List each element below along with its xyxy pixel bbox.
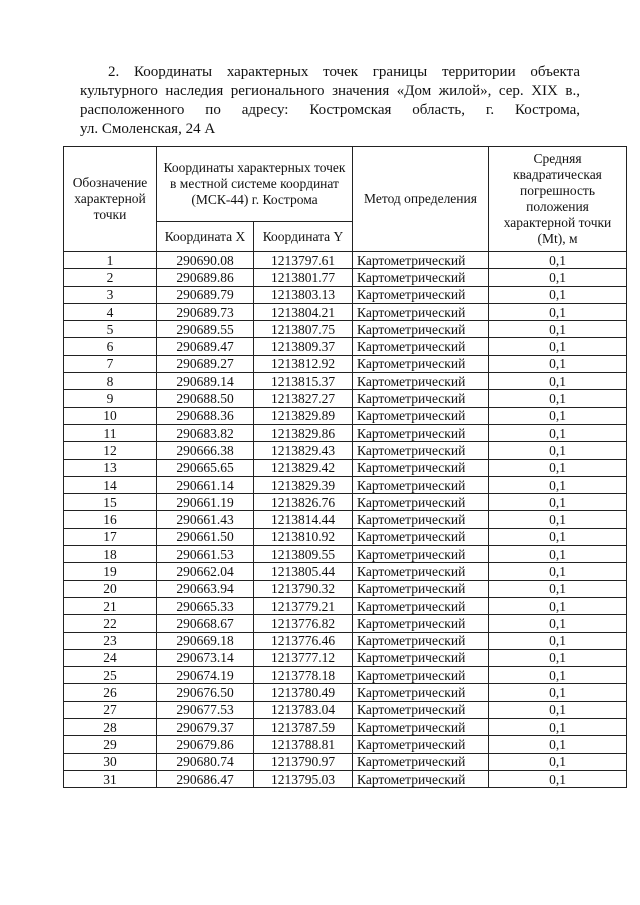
table-row [64,321,627,338]
point-number-cell: 29 [64,736,157,753]
point-number-cell: 10 [64,407,157,424]
point-number-cell: 5 [64,321,157,338]
coordinate-y-cell: 1213829.42 [254,459,353,476]
point-number-cell: 30 [64,753,157,770]
accuracy-cell: 0,1 [489,770,627,787]
point-number-cell: 7 [64,355,157,372]
coordinate-x-cell: 290690.08 [157,252,254,269]
method-cell: Картометрический [353,407,489,424]
method-cell: Картометрический [353,580,489,597]
method-cell: Картометрический [353,442,489,459]
table-row [64,649,627,666]
point-number-cell: 9 [64,390,157,407]
method-cell: Картометрический [353,632,489,649]
coordinate-y-cell: 1213776.46 [254,632,353,649]
coordinate-x-cell: 290677.53 [157,701,254,718]
table-row [64,373,627,390]
accuracy-cell: 0,1 [489,753,627,770]
table-row [64,632,627,649]
method-cell: Картометрический [353,252,489,269]
coordinate-y-cell: 1213780.49 [254,684,353,701]
point-number-cell: 21 [64,597,157,614]
method-cell: Картометрический [353,338,489,355]
method-cell: Картометрический [353,373,489,390]
coordinate-y-cell: 1213783.04 [254,701,353,718]
accuracy-cell: 0,1 [489,597,627,614]
coordinate-y-cell: 1213777.12 [254,649,353,666]
coordinate-x-cell: 290689.79 [157,286,254,303]
header-coordinate-y: Координата Y [254,222,353,252]
coordinate-y-cell: 1213787.59 [254,719,353,736]
accuracy-cell: 0,1 [489,546,627,563]
table-row [64,563,627,580]
coordinate-x-cell: 290689.55 [157,321,254,338]
table-row [64,303,627,320]
coordinate-x-cell: 290668.67 [157,615,254,632]
table-row [64,615,627,632]
point-number-cell: 18 [64,546,157,563]
coordinate-y-cell: 1213829.39 [254,476,353,493]
method-cell: Картометрический [353,459,489,476]
method-cell: Картометрический [353,563,489,580]
point-number-cell: 3 [64,286,157,303]
coordinate-y-cell: 1213809.55 [254,546,353,563]
accuracy-cell: 0,1 [489,494,627,511]
coordinate-y-cell: 1213797.61 [254,252,353,269]
coordinate-x-cell: 290674.19 [157,667,254,684]
accuracy-cell: 0,1 [489,701,627,718]
table-row [64,338,627,355]
coordinate-x-cell: 290665.33 [157,597,254,614]
accuracy-cell: 0,1 [489,424,627,441]
coordinate-x-cell: 290673.14 [157,649,254,666]
method-cell: Картометрический [353,528,489,545]
method-cell: Картометрический [353,269,489,286]
coordinate-y-cell: 1213812.92 [254,355,353,372]
accuracy-cell: 0,1 [489,338,627,355]
table-row [64,736,627,753]
coordinate-x-cell: 290676.50 [157,684,254,701]
coordinate-y-cell: 1213778.18 [254,667,353,684]
accuracy-cell: 0,1 [489,355,627,372]
table-row [64,719,627,736]
point-number-cell: 14 [64,476,157,493]
coordinate-y-cell: 1213829.43 [254,442,353,459]
point-number-cell: 17 [64,528,157,545]
table-row [64,252,627,269]
method-cell: Картометрический [353,597,489,614]
point-number-cell: 20 [64,580,157,597]
point-number-cell: 15 [64,494,157,511]
accuracy-cell: 0,1 [489,442,627,459]
point-number-cell: 27 [64,701,157,718]
coordinate-y-cell: 1213779.21 [254,597,353,614]
accuracy-cell: 0,1 [489,373,627,390]
header-coordinate-x: Координата X [157,222,254,252]
intro-line-3: расположенного по адресу: Костромская область, г. Кострома, [80,102,580,118]
table-row [64,546,627,563]
coordinate-x-cell: 290661.53 [157,546,254,563]
accuracy-cell: 0,1 [489,476,627,493]
method-cell: Картометрический [353,667,489,684]
coordinate-y-cell: 1213795.03 [254,770,353,787]
intro-line-4: ул. Смоленская, 24 А [80,121,216,137]
header-point-designation: Обозначение характерной точки [64,147,157,252]
table-row [64,286,627,303]
point-number-cell: 19 [64,563,157,580]
point-number-cell: 1 [64,252,157,269]
header-accuracy: Средняя квадратическая погрешность положения характерной точки (Mt), м [489,147,627,252]
coordinate-x-cell: 290688.36 [157,407,254,424]
accuracy-cell: 0,1 [489,321,627,338]
coordinate-x-cell: 290666.38 [157,442,254,459]
coordinate-y-cell: 1213804.21 [254,303,353,320]
table-row [64,355,627,372]
coordinate-x-cell: 290661.43 [157,511,254,528]
intro-line-1: 2. Координаты характерных точек границы территории объекта [108,64,580,80]
accuracy-cell: 0,1 [489,632,627,649]
coordinate-x-cell: 290661.50 [157,528,254,545]
coordinate-y-cell: 1213827.27 [254,390,353,407]
point-number-cell: 23 [64,632,157,649]
coordinate-y-cell: 1213790.97 [254,753,353,770]
method-cell: Картометрический [353,355,489,372]
method-cell: Картометрический [353,615,489,632]
accuracy-cell: 0,1 [489,649,627,666]
accuracy-cell: 0,1 [489,511,627,528]
accuracy-cell: 0,1 [489,667,627,684]
coordinate-x-cell: 290689.47 [157,338,254,355]
accuracy-cell: 0,1 [489,286,627,303]
coordinate-y-cell: 1213810.92 [254,528,353,545]
accuracy-cell: 0,1 [489,563,627,580]
section-intro-paragraph [80,63,580,139]
point-number-cell: 22 [64,615,157,632]
coordinate-y-cell: 1213826.76 [254,494,353,511]
coordinate-x-cell: 290679.37 [157,719,254,736]
method-cell: Картометрический [353,701,489,718]
method-cell: Картометрический [353,286,489,303]
table-row [64,701,627,718]
coordinate-x-cell: 290661.14 [157,476,254,493]
coordinate-y-cell: 1213805.44 [254,563,353,580]
table-row [64,476,627,493]
header-coordinates-group: Координаты характерных точек в местной системе координат (МСК-44) г. Кострома [157,147,353,222]
method-cell: Картометрический [353,736,489,753]
method-cell: Картометрический [353,649,489,666]
coordinate-x-cell: 290683.82 [157,424,254,441]
accuracy-cell: 0,1 [489,390,627,407]
coordinate-y-cell: 1213829.86 [254,424,353,441]
table-row [64,597,627,614]
coordinate-y-cell: 1213790.32 [254,580,353,597]
coordinate-x-cell: 290688.50 [157,390,254,407]
accuracy-cell: 0,1 [489,459,627,476]
table-body [64,252,627,788]
table-row [64,511,627,528]
point-number-cell: 25 [64,667,157,684]
coordinate-y-cell: 1213803.13 [254,286,353,303]
point-number-cell: 24 [64,649,157,666]
table-row [64,684,627,701]
coordinate-x-cell: 290680.74 [157,753,254,770]
coordinate-x-cell: 290665.65 [157,459,254,476]
header-method: Метод определения [353,147,489,252]
table-row [64,667,627,684]
table-row [64,753,627,770]
table-row [64,269,627,286]
method-cell: Картометрический [353,494,489,511]
coordinate-y-cell: 1213815.37 [254,373,353,390]
coordinate-x-cell: 290686.47 [157,770,254,787]
table-row [64,528,627,545]
accuracy-cell: 0,1 [489,736,627,753]
coordinate-y-cell: 1213814.44 [254,511,353,528]
table-row [64,424,627,441]
coordinate-x-cell: 290661.19 [157,494,254,511]
coordinate-x-cell: 290679.86 [157,736,254,753]
table-row [64,580,627,597]
table-header [64,147,627,252]
coordinate-x-cell: 290663.94 [157,580,254,597]
method-cell: Картометрический [353,303,489,320]
coordinate-x-cell: 290689.27 [157,355,254,372]
method-cell: Картометрический [353,511,489,528]
coordinate-x-cell: 290669.18 [157,632,254,649]
coordinates-table [63,146,627,788]
accuracy-cell: 0,1 [489,407,627,424]
accuracy-cell: 0,1 [489,719,627,736]
coordinate-y-cell: 1213809.37 [254,338,353,355]
point-number-cell: 6 [64,338,157,355]
coordinate-y-cell: 1213776.82 [254,615,353,632]
accuracy-cell: 0,1 [489,269,627,286]
method-cell: Картометрический [353,424,489,441]
coordinate-x-cell: 290689.14 [157,373,254,390]
point-number-cell: 12 [64,442,157,459]
table-row [64,494,627,511]
coordinate-x-cell: 290689.86 [157,269,254,286]
method-cell: Картометрический [353,719,489,736]
coordinate-y-cell: 1213801.77 [254,269,353,286]
intro-line-2: культурного наследия регионального значения «Дом жилой», сер. XIX в., [80,83,580,99]
accuracy-cell: 0,1 [489,580,627,597]
point-number-cell: 4 [64,303,157,320]
accuracy-cell: 0,1 [489,252,627,269]
point-number-cell: 26 [64,684,157,701]
point-number-cell: 11 [64,424,157,441]
table-row [64,770,627,787]
point-number-cell: 16 [64,511,157,528]
method-cell: Картометрический [353,753,489,770]
method-cell: Картометрический [353,321,489,338]
coordinate-y-cell: 1213788.81 [254,736,353,753]
coordinate-y-cell: 1213829.89 [254,407,353,424]
point-number-cell: 13 [64,459,157,476]
coordinate-x-cell: 290689.73 [157,303,254,320]
method-cell: Картометрический [353,770,489,787]
table-row [64,407,627,424]
accuracy-cell: 0,1 [489,528,627,545]
point-number-cell: 2 [64,269,157,286]
table-row [64,442,627,459]
coordinate-x-cell: 290662.04 [157,563,254,580]
table-row [64,459,627,476]
point-number-cell: 31 [64,770,157,787]
coordinate-y-cell: 1213807.75 [254,321,353,338]
point-number-cell: 28 [64,719,157,736]
point-number-cell: 8 [64,373,157,390]
method-cell: Картометрический [353,546,489,563]
method-cell: Картометрический [353,390,489,407]
table-row [64,390,627,407]
accuracy-cell: 0,1 [489,303,627,320]
method-cell: Картометрический [353,476,489,493]
accuracy-cell: 0,1 [489,684,627,701]
method-cell: Картометрический [353,684,489,701]
accuracy-cell: 0,1 [489,615,627,632]
